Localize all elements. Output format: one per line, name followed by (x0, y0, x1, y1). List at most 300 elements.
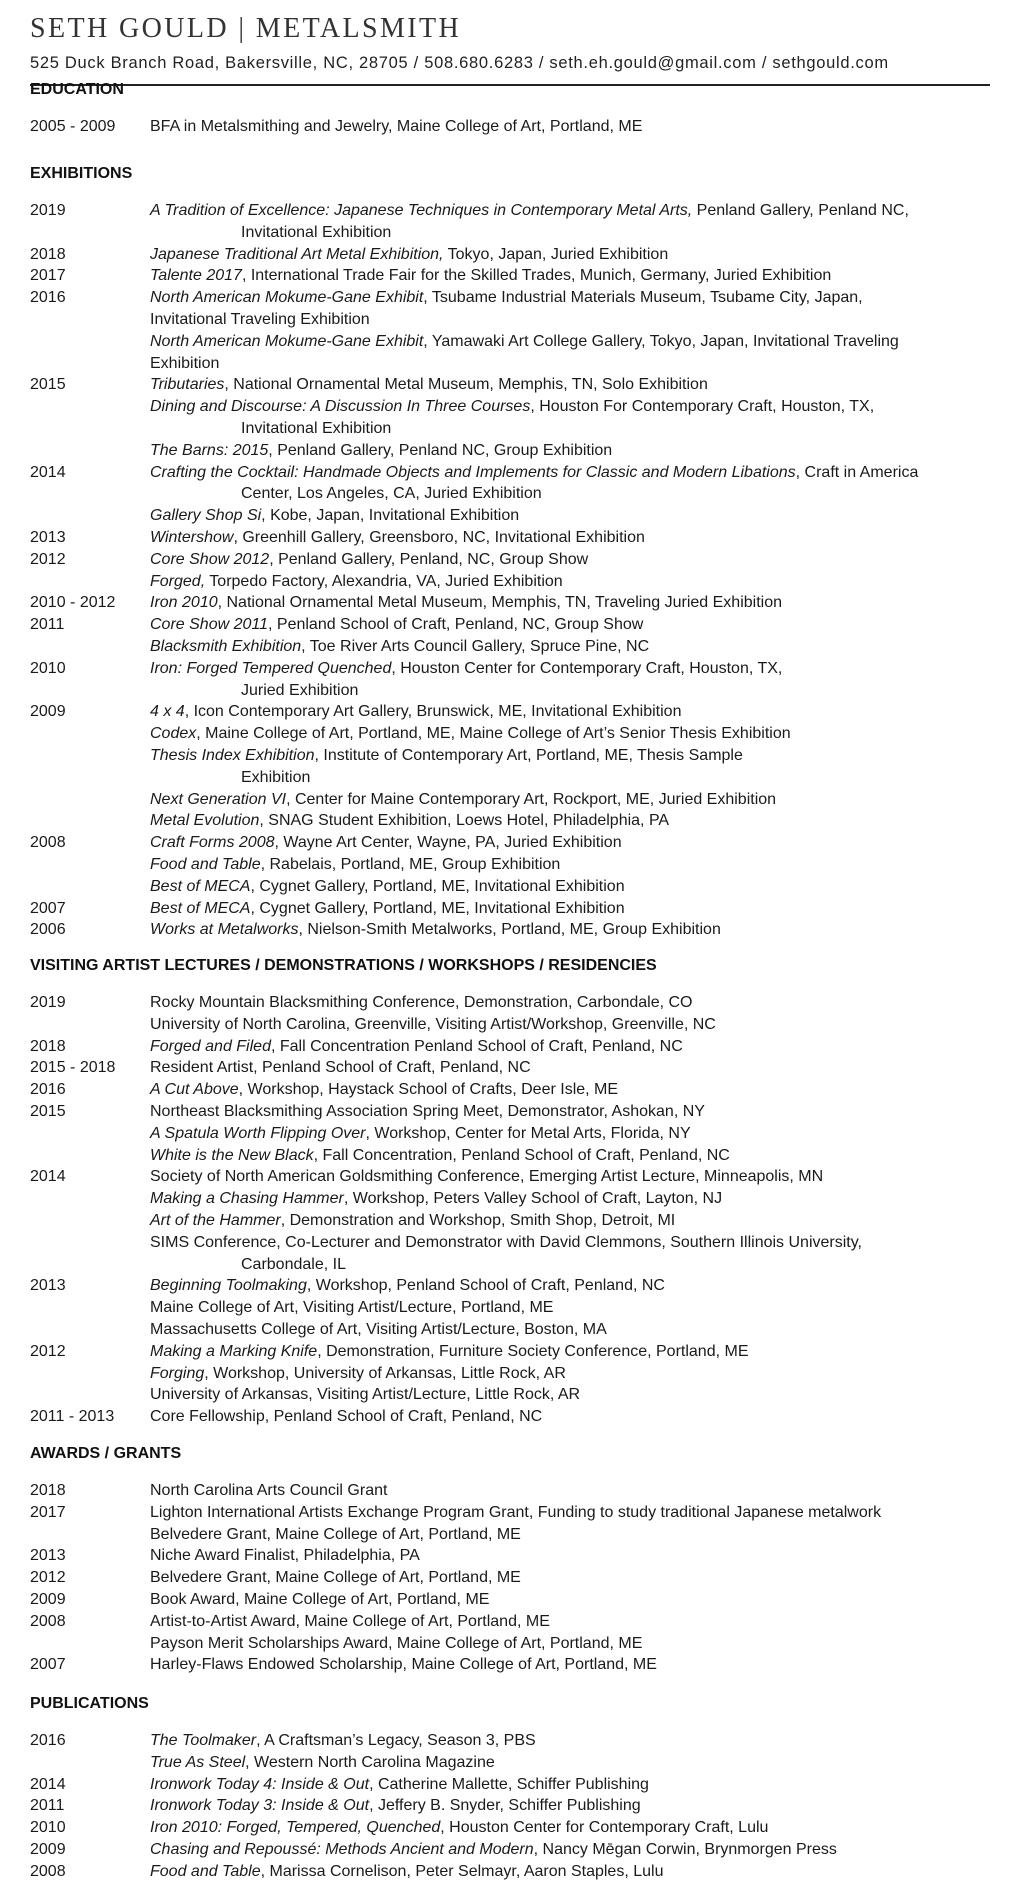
entry-detail: , Penland Gallery, Penland NC, Group Exhibition (268, 441, 613, 459)
entry-detail: North Carolina Arts Council Grant (150, 1482, 388, 1499)
entry-title: Forging (150, 1364, 205, 1382)
entry-text (150, 1145, 990, 1167)
entry-detail: Exhibition (150, 354, 220, 372)
entry-year (30, 505, 150, 527)
entry-title: White is the New Black (150, 1146, 314, 1164)
entry-year (30, 1232, 150, 1276)
entry-title: Making a Marking Knife (150, 1342, 318, 1360)
entry-detail: University of North Carolina, Greenville, Visiting Artist/Workshop, Greenville, NC (150, 1015, 716, 1033)
entry-detail: , SNAG Student Exhibition, Loews Hotel, Philadelphia, PA (259, 812, 670, 830)
entry-text (150, 658, 990, 702)
entry-text (150, 396, 990, 440)
entry-row (30, 810, 990, 832)
entry-row (30, 1145, 990, 1167)
entry-detail: , International Trade Fair for the Skilled Trades, Munich, Germany, Juried Exhibition (241, 267, 832, 285)
entry-row (30, 1363, 990, 1385)
entry-text (150, 265, 990, 287)
entry-text (150, 1654, 990, 1676)
entry-row (30, 1633, 990, 1655)
section-title: EXHIBITIONS (30, 165, 133, 182)
entry-text (150, 592, 990, 614)
entry-year: 2015 (30, 1102, 66, 1120)
entry-year: 2012 (30, 1342, 66, 1360)
entry-row (30, 440, 990, 462)
entry-row (30, 549, 990, 571)
entry-row (30, 374, 990, 396)
entry-year (30, 854, 150, 876)
entry-year: 2009 (30, 1590, 66, 1608)
entry-title: Iron 2010 (150, 594, 218, 612)
resume-section (30, 164, 990, 941)
entry-text (150, 1502, 990, 1524)
entry-year: 2014 (30, 463, 66, 481)
entry-year: 2018 (30, 1037, 66, 1055)
entry-row (30, 1502, 990, 1524)
entry-list (30, 1480, 990, 1676)
entry-row (30, 1545, 990, 1567)
entry-year (30, 723, 150, 745)
entry-detail: Resident Artist, Penland School of Craft, Penland, NC (150, 1059, 531, 1077)
entry-title: Thesis Index Exhibition (150, 746, 315, 764)
entry-row (30, 1232, 990, 1276)
entry-row (30, 832, 990, 854)
entry-title: Talente 2017 (150, 267, 242, 285)
entry-row (30, 1123, 990, 1145)
entry-detail: , Marissa Cornelison, Peter Selmayr, Aaron Staples, Lulu (260, 1862, 664, 1880)
entry-year (30, 745, 150, 789)
entry-row (30, 1188, 990, 1210)
entry-detail: Niche Award Finalist, Philadelphia, PA (150, 1547, 420, 1565)
entry-detail: , Icon Contemporary Art Gallery, Brunswick, ME, Invitational Exhibition (184, 703, 682, 721)
entry-row (30, 1210, 990, 1232)
entry-text (150, 116, 990, 138)
entry-detail: , Rabelais, Portland, ME, Group Exhibition (260, 855, 561, 873)
entry-year: 2012 (30, 1569, 66, 1587)
entry-text (150, 1057, 990, 1079)
entry-text (150, 505, 990, 527)
entry-year (30, 1123, 150, 1145)
entry-detail: , Center for Maine Contemporary Art, Rockport, ME, Juried Exhibition (286, 790, 777, 808)
entry-row (30, 396, 990, 440)
entry-text (150, 898, 990, 920)
entry-text (150, 1524, 990, 1546)
entry-detail: , Western North Carolina Magazine (245, 1753, 495, 1771)
entry-detail: BFA in Metalsmithing and Jewelry, Maine College of Art, Portland, ME (150, 118, 643, 135)
entry-text (150, 701, 990, 723)
entry-detail: Penland Gallery, Penland NC, Invitational Exhibition (241, 202, 909, 241)
entry-year: 2008 (30, 834, 66, 852)
entry-text (150, 1611, 990, 1633)
entry-year (30, 1363, 150, 1385)
entry-detail: Artist-to-Artist Award, Maine College of Art, Portland, ME (150, 1612, 550, 1630)
entry-text (150, 876, 990, 898)
entry-detail: Torpedo Factory, Alexandria, VA, Juried Exhibition (205, 572, 563, 590)
entry-text (150, 1123, 990, 1145)
entry-row (30, 1524, 990, 1546)
entry-row (30, 1589, 990, 1611)
entry-year: 2012 (30, 550, 66, 568)
entry-detail: , Greenhill Gallery, Greensboro, NC, Invitational Exhibition (233, 528, 645, 546)
entry-detail: , Penland Gallery, Penland, NC, Group Show (269, 550, 589, 568)
entry-year: 2011 (30, 616, 65, 634)
entry-row (30, 701, 990, 723)
page-title: SETH GOULD | METALSMITH (30, 13, 462, 44)
entry-title: The Toolmaker (150, 1732, 257, 1749)
entry-title: North American Mokume-Gane Exhibit (150, 289, 424, 307)
entry-detail: , Maine College of Art, Portland, ME, Maine College of Art’s Senior Thesis Exhibition (196, 725, 791, 743)
entry-year (30, 571, 150, 593)
entry-row (30, 1730, 990, 1752)
entry-year: 2009 (30, 703, 66, 721)
entry-year (30, 1384, 150, 1406)
entry-detail: SIMS Conference, Co-Lecturer and Demonstrator with David Clemmons, Southern Illinois University, Carbondale, IL (150, 1233, 862, 1273)
entry-row (30, 1774, 990, 1796)
entry-row (30, 1341, 990, 1363)
entry-year: 2007 (30, 1656, 66, 1674)
entry-row (30, 854, 990, 876)
section-title: AWARDS / GRANTS (30, 1445, 182, 1462)
entry-title: Forged and Filed (150, 1037, 271, 1055)
entry-row (30, 1275, 990, 1297)
entry-list (30, 116, 990, 138)
entry-detail: , Institute of Contemporary Art, Portland, ME, Thesis Sample Exhibition (241, 746, 743, 786)
entry-detail: , Wayne Art Center, Wayne, PA, Juried Exhibition (274, 834, 622, 852)
entry-text (150, 1036, 990, 1058)
entry-text (150, 745, 990, 789)
entry-year (30, 1633, 150, 1655)
entry-text (150, 1545, 990, 1567)
entry-row (30, 1567, 990, 1589)
entry-row (30, 462, 990, 506)
entry-row (30, 1319, 990, 1341)
entry-detail: Rocky Mountain Blacksmithing Conference, Demonstration, Carbondale, CO (150, 994, 693, 1011)
entry-row (30, 789, 990, 811)
entry-detail: Invitational Traveling Exhibition (150, 310, 370, 328)
entry-row (30, 200, 990, 244)
entry-title: Core Show 2012 (150, 550, 270, 568)
entry-title: Chasing and Repoussé: Methods Ancient and Modern (150, 1840, 534, 1858)
entry-detail: Massachusetts College of Art, Visiting Artist/Lecture, Boston, MA (150, 1320, 607, 1338)
entry-row (30, 1057, 990, 1079)
entry-detail: , Workshop, University of Arkansas, Little Rock, AR (204, 1364, 566, 1382)
entry-year (30, 1210, 150, 1232)
entry-text (150, 1589, 990, 1611)
entry-title: Iron 2010: Forged, Tempered, Quenched (150, 1819, 441, 1837)
entry-detail: , Nancy Mēgan Corwin, Brynmorgen Press (533, 1840, 837, 1858)
entry-title: Food and Table (150, 1862, 261, 1880)
entry-year: 2019 (30, 202, 66, 219)
entry-text (150, 549, 990, 571)
entry-year: 2016 (30, 1081, 66, 1099)
entry-row (30, 1480, 990, 1502)
entry-year: 2011 - 2013 (30, 1408, 115, 1426)
resume-page (30, 12, 990, 1880)
entry-detail: , Houston For Contemporary Craft, Houston, TX, Invitational Exhibition (241, 398, 875, 437)
entry-row (30, 614, 990, 636)
entry-text (150, 1567, 990, 1589)
entry-year: 2010 (30, 659, 66, 677)
entry-text (150, 1633, 990, 1655)
entry-title: Iron: Forged Tempered Quenched (150, 659, 392, 677)
entry-text (150, 1752, 990, 1774)
entry-detail: University of Arkansas, Visiting Artist/Lecture, Little Rock, AR (150, 1386, 581, 1404)
entry-title: Core Show 2011 (150, 616, 268, 634)
entry-year (30, 1297, 150, 1319)
entry-row (30, 1752, 990, 1774)
entry-list (30, 1730, 990, 1883)
entry-detail: , Houston Center for Contemporary Craft, Houston, TX, Juried Exhibition (241, 659, 783, 699)
entry-detail: Tokyo, Japan, Juried Exhibition (443, 245, 669, 263)
entry-row (30, 331, 990, 353)
entry-detail: Harley-Flaws Endowed Scholarship, Maine College of Art, Portland, ME (150, 1656, 657, 1674)
entry-text (150, 1480, 990, 1502)
entry-detail: Belvedere Grant, Maine College of Art, Portland, ME (150, 1525, 521, 1543)
entry-year: 2015 (30, 376, 66, 394)
entry-title: Dining and Discourse: A Discussion In Three Courses (150, 398, 531, 416)
entry-row (30, 244, 990, 266)
entry-row (30, 658, 990, 702)
entry-text (150, 1166, 990, 1188)
entry-year (30, 789, 150, 811)
entry-title: Gallery Shop Si (150, 507, 262, 525)
entry-title: Metal Evolution (150, 812, 260, 830)
entry-text (150, 527, 990, 549)
entry-detail: Society of North American Goldsmithing Conference, Emerging Artist Lecture, Minneapolis, MN (150, 1168, 824, 1186)
entry-text (150, 1101, 990, 1123)
entry-year (30, 1319, 150, 1341)
section-title: EDUCATION (30, 81, 124, 98)
entry-row (30, 1817, 990, 1839)
entry-detail: , Fall Concentration, Penland School of Craft, Penland, NC (313, 1146, 730, 1164)
entry-detail: , Demonstration, Furniture Society Conference, Portland, ME (317, 1342, 749, 1360)
entry-row (30, 1654, 990, 1676)
entry-row (30, 723, 990, 745)
entry-row (30, 992, 990, 1014)
entry-year (30, 1752, 150, 1774)
entry-year: 2016 (30, 1732, 66, 1749)
entry-title: Best of MECA (150, 877, 251, 895)
entry-row (30, 919, 990, 941)
entry-text (150, 919, 990, 941)
entry-detail: , A Craftsman’s Legacy, Season 3, PBS (256, 1732, 536, 1749)
entry-text (150, 723, 990, 745)
entry-detail: Book Award, Maine College of Art, Portland, ME (150, 1590, 490, 1608)
entry-title: Craft Forms 2008 (150, 834, 275, 852)
entry-year (30, 396, 150, 440)
entry-detail: Maine College of Art, Visiting Artist/Lecture, Portland, ME (150, 1299, 554, 1317)
entry-title: Ironwork Today 3: Inside & Out (150, 1797, 370, 1815)
entry-text (150, 832, 990, 854)
entry-row (30, 527, 990, 549)
entry-text (150, 1817, 990, 1839)
entry-year: 2013 (30, 528, 66, 546)
entry-detail: , Workshop, Center for Metal Arts, Florida, NY (365, 1124, 691, 1142)
entry-year: 2006 (30, 921, 66, 939)
entry-year: 2009 (30, 1840, 66, 1858)
entry-detail: , Nielson-Smith Metalworks, Portland, ME, Group Exhibition (298, 921, 721, 939)
entry-year (30, 876, 150, 898)
entry-year (30, 353, 150, 375)
resume-section (30, 80, 990, 138)
entry-row (30, 1861, 990, 1883)
entry-row (30, 1079, 990, 1101)
entry-detail: , Demonstration and Workshop, Smith Shop, Detroit, MI (280, 1211, 676, 1229)
entry-detail: , Penland School of Craft, Penland, NC, Group Show (268, 616, 644, 634)
entry-list (30, 200, 990, 941)
entry-text (150, 789, 990, 811)
entry-text (150, 1406, 990, 1428)
entry-detail: , Workshop, Peters Valley School of Craft, Layton, NJ (343, 1190, 723, 1208)
entry-detail: , Cygnet Gallery, Portland, ME, Invitational Exhibition (250, 877, 625, 895)
entry-row (30, 353, 990, 375)
entry-title: 4 x 4 (150, 703, 185, 721)
entry-year: 2018 (30, 245, 66, 263)
entry-text (150, 614, 990, 636)
entry-year: 2018 (30, 1482, 66, 1499)
entry-text (150, 1384, 990, 1406)
entry-year: 2010 - 2012 (30, 594, 116, 612)
entry-text (150, 462, 990, 506)
entry-row (30, 1166, 990, 1188)
entry-year (30, 440, 150, 462)
entry-year: 2007 (30, 899, 66, 917)
entry-detail: , National Ornamental Metal Museum, Memphis, TN, Traveling Juried Exhibition (217, 594, 782, 612)
entry-text (150, 374, 990, 396)
entry-row (30, 745, 990, 789)
entry-title: Japanese Traditional Art Metal Exhibition, (150, 245, 444, 263)
entry-detail: Belvedere Grant, Maine College of Art, Portland, ME (150, 1569, 521, 1587)
entry-year (30, 309, 150, 331)
entry-row (30, 505, 990, 527)
entry-detail: , Jeffery B. Snyder, Schiffer Publishing (369, 1797, 641, 1815)
contact-line: 525 Duck Branch Road, Bakersville, NC, 28705 / 508.680.6283 / seth.eh.gould@gmail.com / sethgould.com (30, 54, 889, 72)
entry-title: Food and Table (150, 855, 261, 873)
entry-year: 2014 (30, 1775, 66, 1793)
entry-year (30, 1188, 150, 1210)
entry-text (150, 1275, 990, 1297)
entry-row (30, 1036, 990, 1058)
entry-row (30, 265, 990, 287)
entry-title: Next Generation VI (150, 790, 287, 808)
entry-title: Best of MECA (150, 899, 251, 917)
entry-text (150, 1774, 990, 1796)
entry-text (150, 244, 990, 266)
entry-row (30, 1014, 990, 1036)
entry-text (150, 1319, 990, 1341)
entry-year: 2017 (30, 267, 66, 285)
entry-year: 2013 (30, 1547, 66, 1565)
entry-detail: , Yamawaki Art College Gallery, Tokyo, Japan, Invitational Traveling (423, 332, 899, 350)
entry-text (150, 810, 990, 832)
entry-year (30, 1524, 150, 1546)
entry-detail: , Workshop, Penland School of Craft, Penland, NC (306, 1277, 665, 1295)
entry-row (30, 1406, 990, 1428)
entry-title: Making a Chasing Hammer (150, 1190, 344, 1208)
entry-year: 2013 (30, 1277, 66, 1295)
entry-year: 2008 (30, 1862, 66, 1880)
entry-year (30, 1014, 150, 1036)
entry-row (30, 1384, 990, 1406)
section-title: VISITING ARTIST LECTURES / DEMONSTRATIONS / WORKSHOPS / RESIDENCIES (30, 957, 657, 974)
entry-text (150, 1232, 990, 1276)
entry-year: 2005 - 2009 (30, 118, 116, 135)
entry-row (30, 898, 990, 920)
entry-text (150, 287, 990, 309)
entry-year: 2019 (30, 994, 66, 1011)
entry-text (150, 353, 990, 375)
entry-title: A Tradition of Excellence: Japanese Techniques in Contemporary Metal Arts, (150, 202, 693, 219)
entry-title: A Spatula Worth Flipping Over (150, 1124, 366, 1142)
entry-text (150, 1079, 990, 1101)
entry-text (150, 1297, 990, 1319)
entry-title: Codex (150, 725, 197, 743)
entry-detail: Payson Merit Scholarships Award, Maine College of Art, Portland, ME (150, 1634, 643, 1652)
entry-text (150, 1188, 990, 1210)
entry-year (30, 810, 150, 832)
entry-row (30, 636, 990, 658)
resume-section (30, 1444, 990, 1676)
entry-row (30, 1297, 990, 1319)
entry-row (30, 1611, 990, 1633)
entry-title: Crafting the Cocktail: Handmade Objects and Implements for Classic and Modern Libations (150, 463, 796, 481)
entry-text (150, 1341, 990, 1363)
entry-detail: , Toe River Arts Council Gallery, Spruce Pine, NC (301, 637, 650, 655)
entry-text (150, 1839, 990, 1861)
entry-text (150, 1363, 990, 1385)
entry-detail: Core Fellowship, Penland School of Craft, Penland, NC (150, 1408, 543, 1426)
entry-year: 2014 (30, 1168, 66, 1186)
entry-text (150, 1861, 990, 1883)
resume-section (30, 956, 990, 1428)
entry-detail: , Workshop, Haystack School of Crafts, Deer Isle, ME (238, 1081, 619, 1099)
entry-list (30, 992, 990, 1428)
entry-year: 2010 (30, 1819, 66, 1837)
entry-detail: , National Ornamental Metal Museum, Memphis, TN, Solo Exhibition (224, 376, 708, 394)
entry-text (150, 1014, 990, 1036)
entry-text (150, 331, 990, 353)
entry-detail: , Cygnet Gallery, Portland, ME, Invitational Exhibition (250, 899, 625, 917)
entry-text (150, 992, 990, 1014)
entry-year (30, 331, 150, 353)
entry-detail: Northeast Blacksmithing Association Spring Meet, Demonstrator, Ashokan, NY (150, 1102, 705, 1120)
entry-text (150, 571, 990, 593)
entry-year (30, 636, 150, 658)
entry-title: Ironwork Today 4: Inside & Out (150, 1775, 370, 1793)
entry-detail: , Catherine Mallette, Schiffer Publishing (369, 1775, 649, 1793)
entry-title: Art of the Hammer (150, 1211, 281, 1229)
entry-row (30, 287, 990, 309)
entry-detail: , Tsubame Industrial Materials Museum, Tsubame City, Japan, (423, 289, 863, 307)
entry-text (150, 440, 990, 462)
entry-row (30, 309, 990, 331)
entry-text (150, 636, 990, 658)
entry-year: 2016 (30, 289, 66, 307)
entry-text (150, 1730, 990, 1752)
entry-text (150, 1210, 990, 1232)
section-title: PUBLICATIONS (30, 1695, 149, 1712)
entry-year: 2017 (30, 1503, 66, 1521)
entry-detail: , Craft in America Center, Los Angeles, CA, Juried Exhibition (241, 463, 919, 503)
entry-title: Works at Metalworks (150, 921, 299, 939)
entry-row (30, 1795, 990, 1817)
entry-detail: , Fall Concentration Penland School of Craft, Penland, NC (270, 1037, 683, 1055)
entry-detail: Lighton International Artists Exchange Program Grant, Funding to study traditional Japanese metalwork (150, 1503, 882, 1521)
entry-title: Tributaries (150, 376, 225, 394)
entry-year (30, 1145, 150, 1167)
entry-title: The Barns: 2015 (150, 441, 269, 459)
entry-title: Beginning Toolmaking (150, 1277, 307, 1295)
entry-text (150, 854, 990, 876)
